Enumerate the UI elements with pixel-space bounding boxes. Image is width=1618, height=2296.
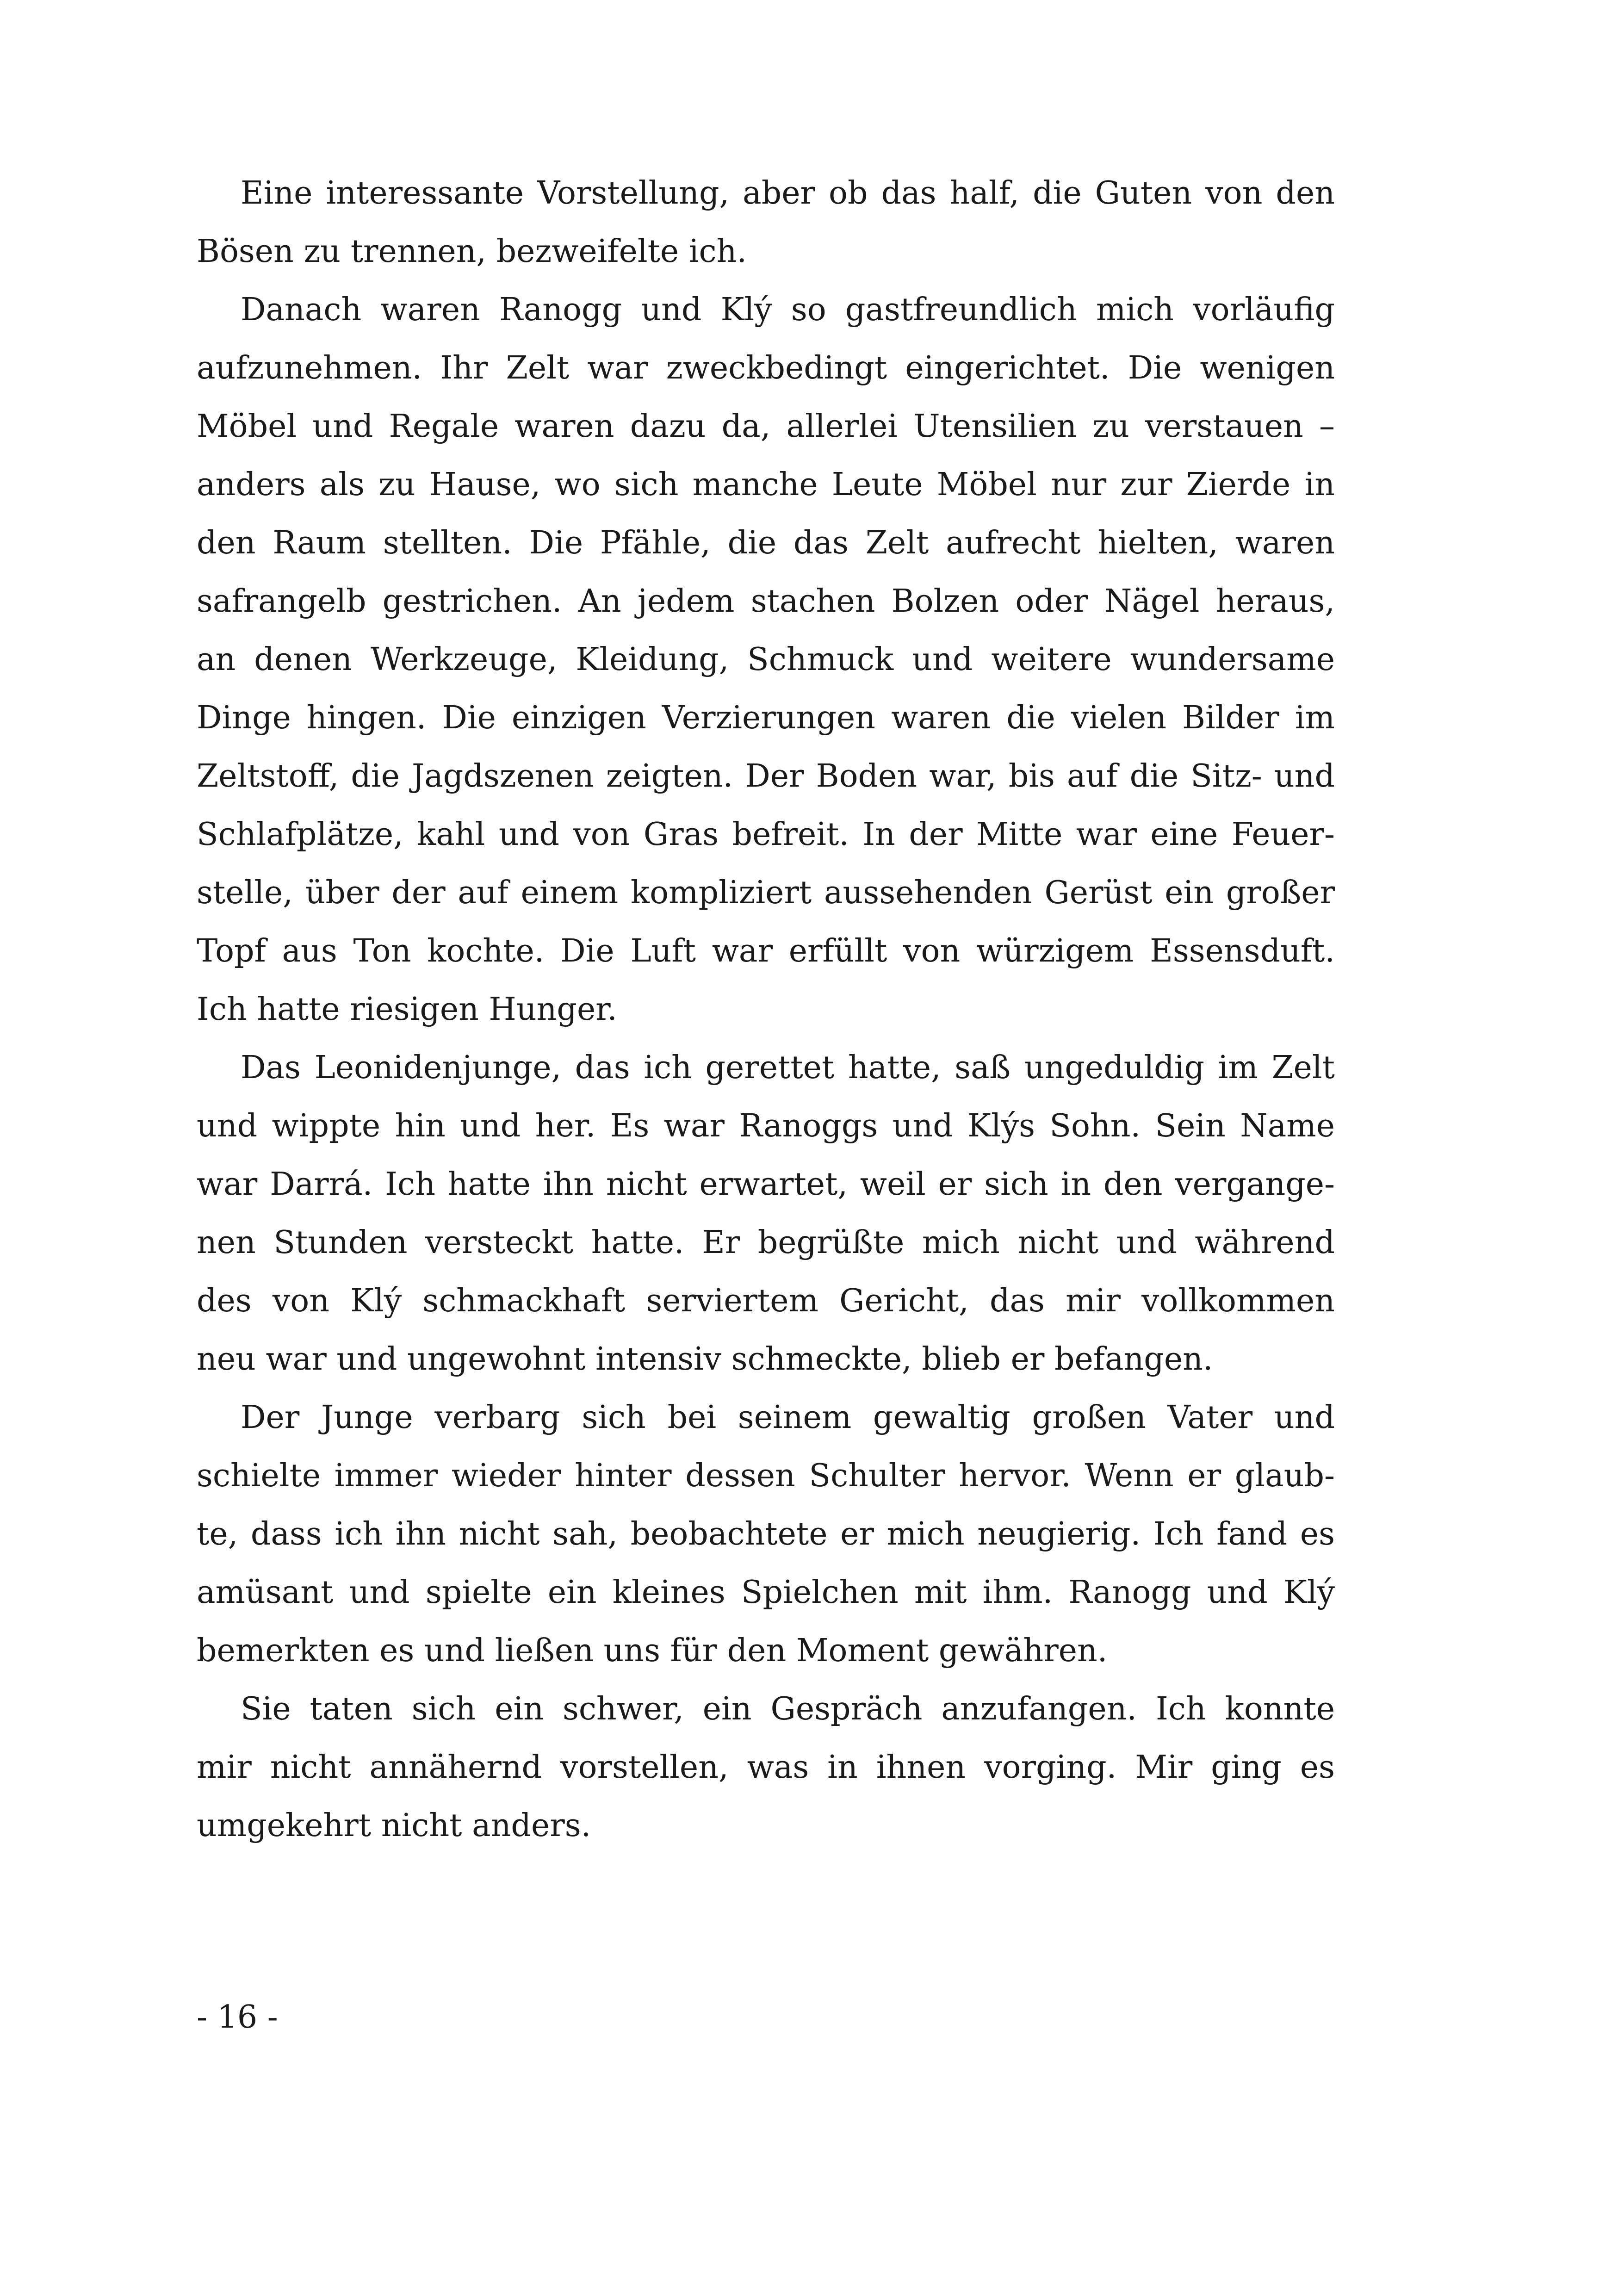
text-line: aufzunehmen. Ihr Zelt war zweckbedingt eingerichtet. Die wenigen: [197, 350, 1335, 386]
text-line: den Raum stellten. Die Pfähle, die das Zelt aufrecht hielten, waren: [197, 525, 1335, 561]
text-line: Zeltstoff, die Jagdszenen zeigten. Der Boden war, bis auf die Sitz- und: [197, 758, 1335, 794]
text-line: amüsant und spielte ein kleines Spielchen mit ihm. Ranogg und Klý: [197, 1574, 1335, 1611]
text-line: Möbel und Regale waren dazu da, allerlei Utensilien zu verstauen –: [197, 408, 1335, 445]
page-number: - 16 -: [197, 1999, 278, 2035]
text-line: war Darrá. Ich hatte ihn nicht erwartet, weil er sich in den vergange-: [197, 1166, 1335, 1203]
text-line: des von Klý schmackhaft serviertem Gericht, das mir vollkommen: [197, 1283, 1335, 1319]
paragraph-1: [197, 164, 1335, 281]
text-line: te, dass ich ihn nicht sah, beobachtete er mich neugierig. Ich fand es: [197, 1516, 1335, 1552]
text-line: Dinge hingen. Die einzigen Verzierungen waren die vielen Bilder im: [197, 700, 1335, 736]
text-line: Schlafplätze, kahl und von Gras befreit. In der Mitte war eine Feuer-: [197, 816, 1335, 853]
text-line: neu war und ungewohnt intensiv schmeckte, blieb er befangen.: [197, 1341, 1213, 1378]
text-line: und wippte hin und her. Es war Ranoggs und Klýs Sohn. Sein Name: [197, 1108, 1335, 1144]
text-line: Das Leonidenjunge, das ich gerettet hatte, saß ungeduldig im Zelt: [241, 1049, 1335, 1086]
text-line: anders als zu Hause, wo sich manche Leute Möbel nur zur Zierde in: [197, 466, 1335, 503]
paragraph-2: [197, 281, 1335, 1039]
text-line: Eine interessante Vorstellung, aber ob das half, die Guten von den: [241, 175, 1335, 211]
text-line: Der Junge verbarg sich bei seinem gewaltig großen Vater und: [241, 1399, 1335, 1436]
text-line: Sie taten sich ein schwer, ein Gespräch anzufangen. Ich konnte: [241, 1691, 1335, 1727]
body-text: [197, 164, 1335, 1855]
text-line: Bösen zu trennen, bezweifelte ich.: [197, 233, 747, 270]
text-line: umgekehrt nicht anders.: [197, 1807, 591, 1844]
paragraph-3: [197, 1039, 1335, 1389]
text-line: stelle, über der auf einem kompliziert aussehenden Gerüst ein großer: [197, 875, 1335, 911]
text-line: Ich hatte riesigen Hunger.: [197, 991, 617, 1028]
paragraph-5: [197, 1680, 1335, 1855]
paragraph-4: [197, 1389, 1335, 1680]
text-line: nen Stunden versteckt hatte. Er begrüßte mich nicht und während: [197, 1224, 1335, 1261]
text-line: bemerkten es und ließen uns für den Moment gewähren.: [197, 1632, 1108, 1669]
text-line: Danach waren Ranogg und Klý so gastfreundlich mich vorläufig: [241, 292, 1335, 328]
text-line: safrangelb gestrichen. An jedem stachen Bolzen oder Nägel heraus,: [197, 583, 1335, 620]
text-line: an denen Werkzeuge, Kleidung, Schmuck und weitere wundersame: [197, 641, 1335, 678]
text-line: schielte immer wieder hinter dessen Schulter hervor. Wenn er glaub-: [197, 1458, 1335, 1494]
text-line: Topf aus Ton kochte. Die Luft war erfüllt von würzigem Essensduft.: [197, 933, 1335, 969]
text-line: mir nicht annähernd vorstellen, was in ihnen vorging. Mir ging es: [197, 1749, 1335, 1786]
